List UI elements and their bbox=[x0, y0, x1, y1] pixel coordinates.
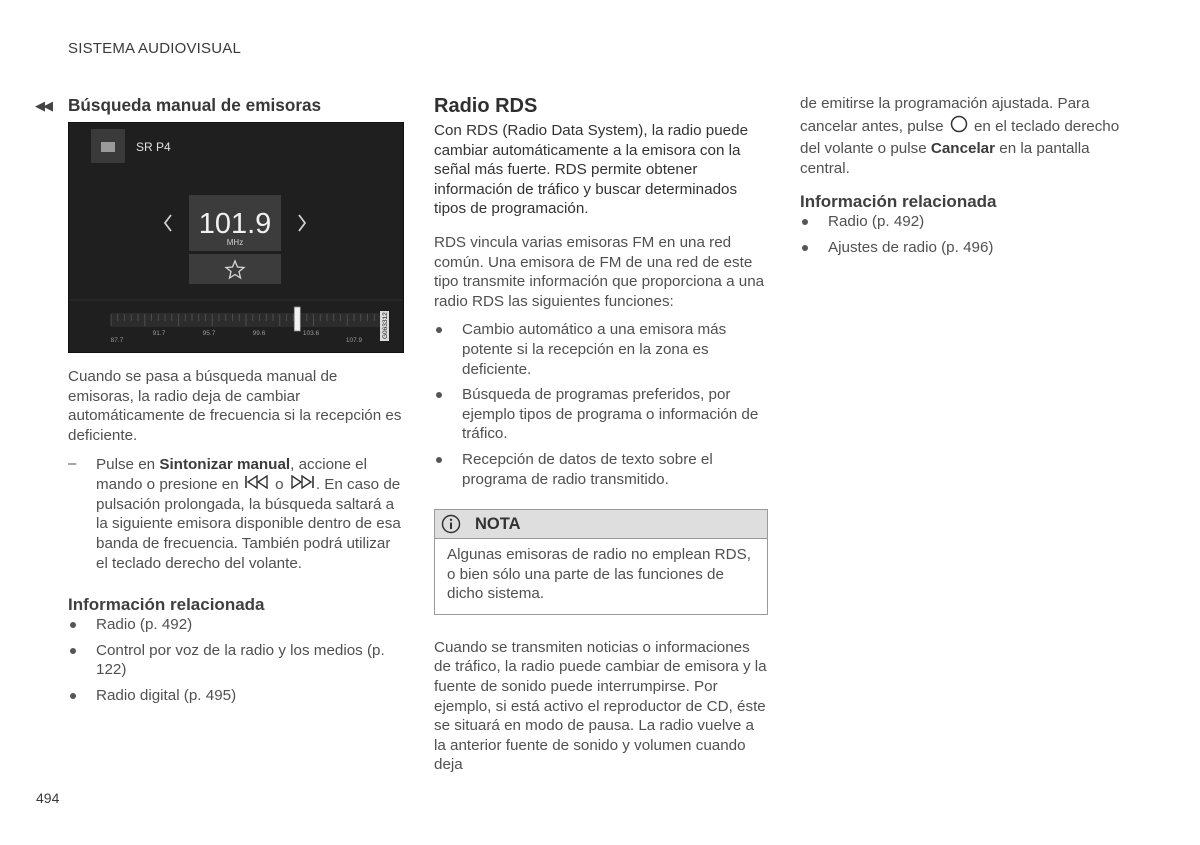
favorite-button bbox=[189, 254, 281, 284]
related-link-radio-settings[interactable]: Ajustes de radio (p. 496) bbox=[800, 238, 1130, 258]
intro-paragraph: Cuando se pasa a búsqueda manual de emisoras, la radio deja de cambiar automáticamente de frecuencia si la recepción es deficiente. bbox=[68, 368, 402, 444]
rds-paragraph-2: Cuando se transmiten noticias o informaciones de tráfico, la radio puede cambiar de emisora y la fuente de sonido puede interrumpirse. Por ejemplo, si está activo el reproductor de CD, éste se situará en modo de pausa. La radio vuelve a la anterior fuente de sonido y volumen cuando deja bbox=[434, 638, 767, 774]
section-heading-manual-search: Búsqueda manual de emisoras bbox=[68, 95, 322, 115]
step-dash: – bbox=[68, 455, 77, 473]
related-info-title: Información relacionada bbox=[68, 595, 265, 615]
note-header bbox=[435, 510, 767, 539]
continuation-paragraph: de emitirse la programación ajustada. Para cancelar antes, pulse en el teclado derecho del volante o pulse Cancelar en la pantalla central. bbox=[800, 95, 1120, 177]
column-radio-rds bbox=[434, 94, 768, 775]
frequency-unit: MHz bbox=[226, 238, 244, 247]
scale-label: 87.7 bbox=[110, 337, 124, 344]
column-manual-search bbox=[35, 94, 403, 706]
frequency-value: 101.9 bbox=[198, 208, 272, 240]
note-box bbox=[434, 509, 768, 615]
related-link-radio[interactable]: Radio (p. 492) bbox=[68, 615, 403, 635]
column-continuation bbox=[800, 94, 1130, 258]
rds-function-item: Recepción de datos de texto sobre el programa de radio transmitido. bbox=[434, 450, 768, 489]
sintonizar-manual-label: Sintonizar manual bbox=[159, 456, 291, 474]
radio-screen-image bbox=[68, 122, 404, 353]
page-header: SISTEMA AUDIOVISUAL bbox=[68, 40, 242, 57]
skip-forward-icon bbox=[288, 475, 316, 495]
note-body bbox=[435, 539, 767, 614]
folder-icon bbox=[101, 142, 115, 152]
rds-functions-list bbox=[434, 320, 768, 489]
related-links-list bbox=[800, 212, 1130, 257]
related-link-radio[interactable]: Radio (p. 492) bbox=[800, 212, 1130, 232]
related-link-radio-digital[interactable]: Radio digital (p. 495) bbox=[68, 686, 403, 706]
step-text: Pulse en Sintonizar manual, accione el mando o presione en o . En caso de pulsación prolongada, la búsqueda saltará a la siguiente emisora disponible dentro de esa banda de frecuencia. También podrá utilizar el teclado derecho del volante. bbox=[96, 456, 401, 572]
image-code: G063312 bbox=[382, 312, 389, 339]
scale-label: 99.6 bbox=[252, 330, 266, 337]
cancelar-label: Cancelar bbox=[930, 140, 996, 158]
note-title: NOTA bbox=[475, 514, 521, 533]
scale-label: 91.7 bbox=[152, 330, 166, 337]
circle-button-icon bbox=[948, 114, 970, 140]
related-links-list bbox=[68, 615, 403, 705]
rds-function-item: Búsqueda de programas preferidos, por ejemplo tipos de programa o información de tráfico. bbox=[434, 385, 768, 444]
scale-label: 103.6 bbox=[302, 330, 320, 337]
related-info-title: Información relacionada bbox=[800, 192, 997, 212]
scale-label: 95.7 bbox=[202, 330, 216, 337]
page-number: 494 bbox=[36, 790, 60, 806]
section-heading-rds: Radio RDS bbox=[434, 95, 538, 117]
station-name: SR P4 bbox=[136, 140, 171, 154]
info-icon bbox=[441, 514, 461, 534]
back-arrows-icon: ◀◀ bbox=[35, 98, 51, 113]
rds-paragraph-1: RDS vincula varias emisoras FM en una red común. Una emisora de FM de una red de este tipo transmite información que proporciona a una radio RDS las siguientes funciones: bbox=[434, 233, 765, 310]
rds-lead-paragraph: Con RDS (Radio Data System), la radio puede cambiar automáticamente a la emisora con la señal más fuerte. RDS permite obtener información de tráfico y buscar determinados tipos de programación. bbox=[434, 122, 749, 218]
tuner-handle bbox=[294, 307, 300, 331]
skip-back-icon bbox=[243, 475, 271, 495]
related-link-voice-control[interactable]: Control por voz de la radio y los medios (p. 122) bbox=[68, 641, 403, 680]
note-text: Algunas emisoras de radio no emplean RDS, o bien sólo una parte de las funciones de dicho sistema. bbox=[447, 546, 751, 603]
rds-function-item: Cambio automático a una emisora más potente si la recepción en la zona es deficiente. bbox=[434, 320, 768, 379]
instruction-step bbox=[68, 455, 403, 573]
scale-label: 107.9 bbox=[345, 337, 363, 344]
